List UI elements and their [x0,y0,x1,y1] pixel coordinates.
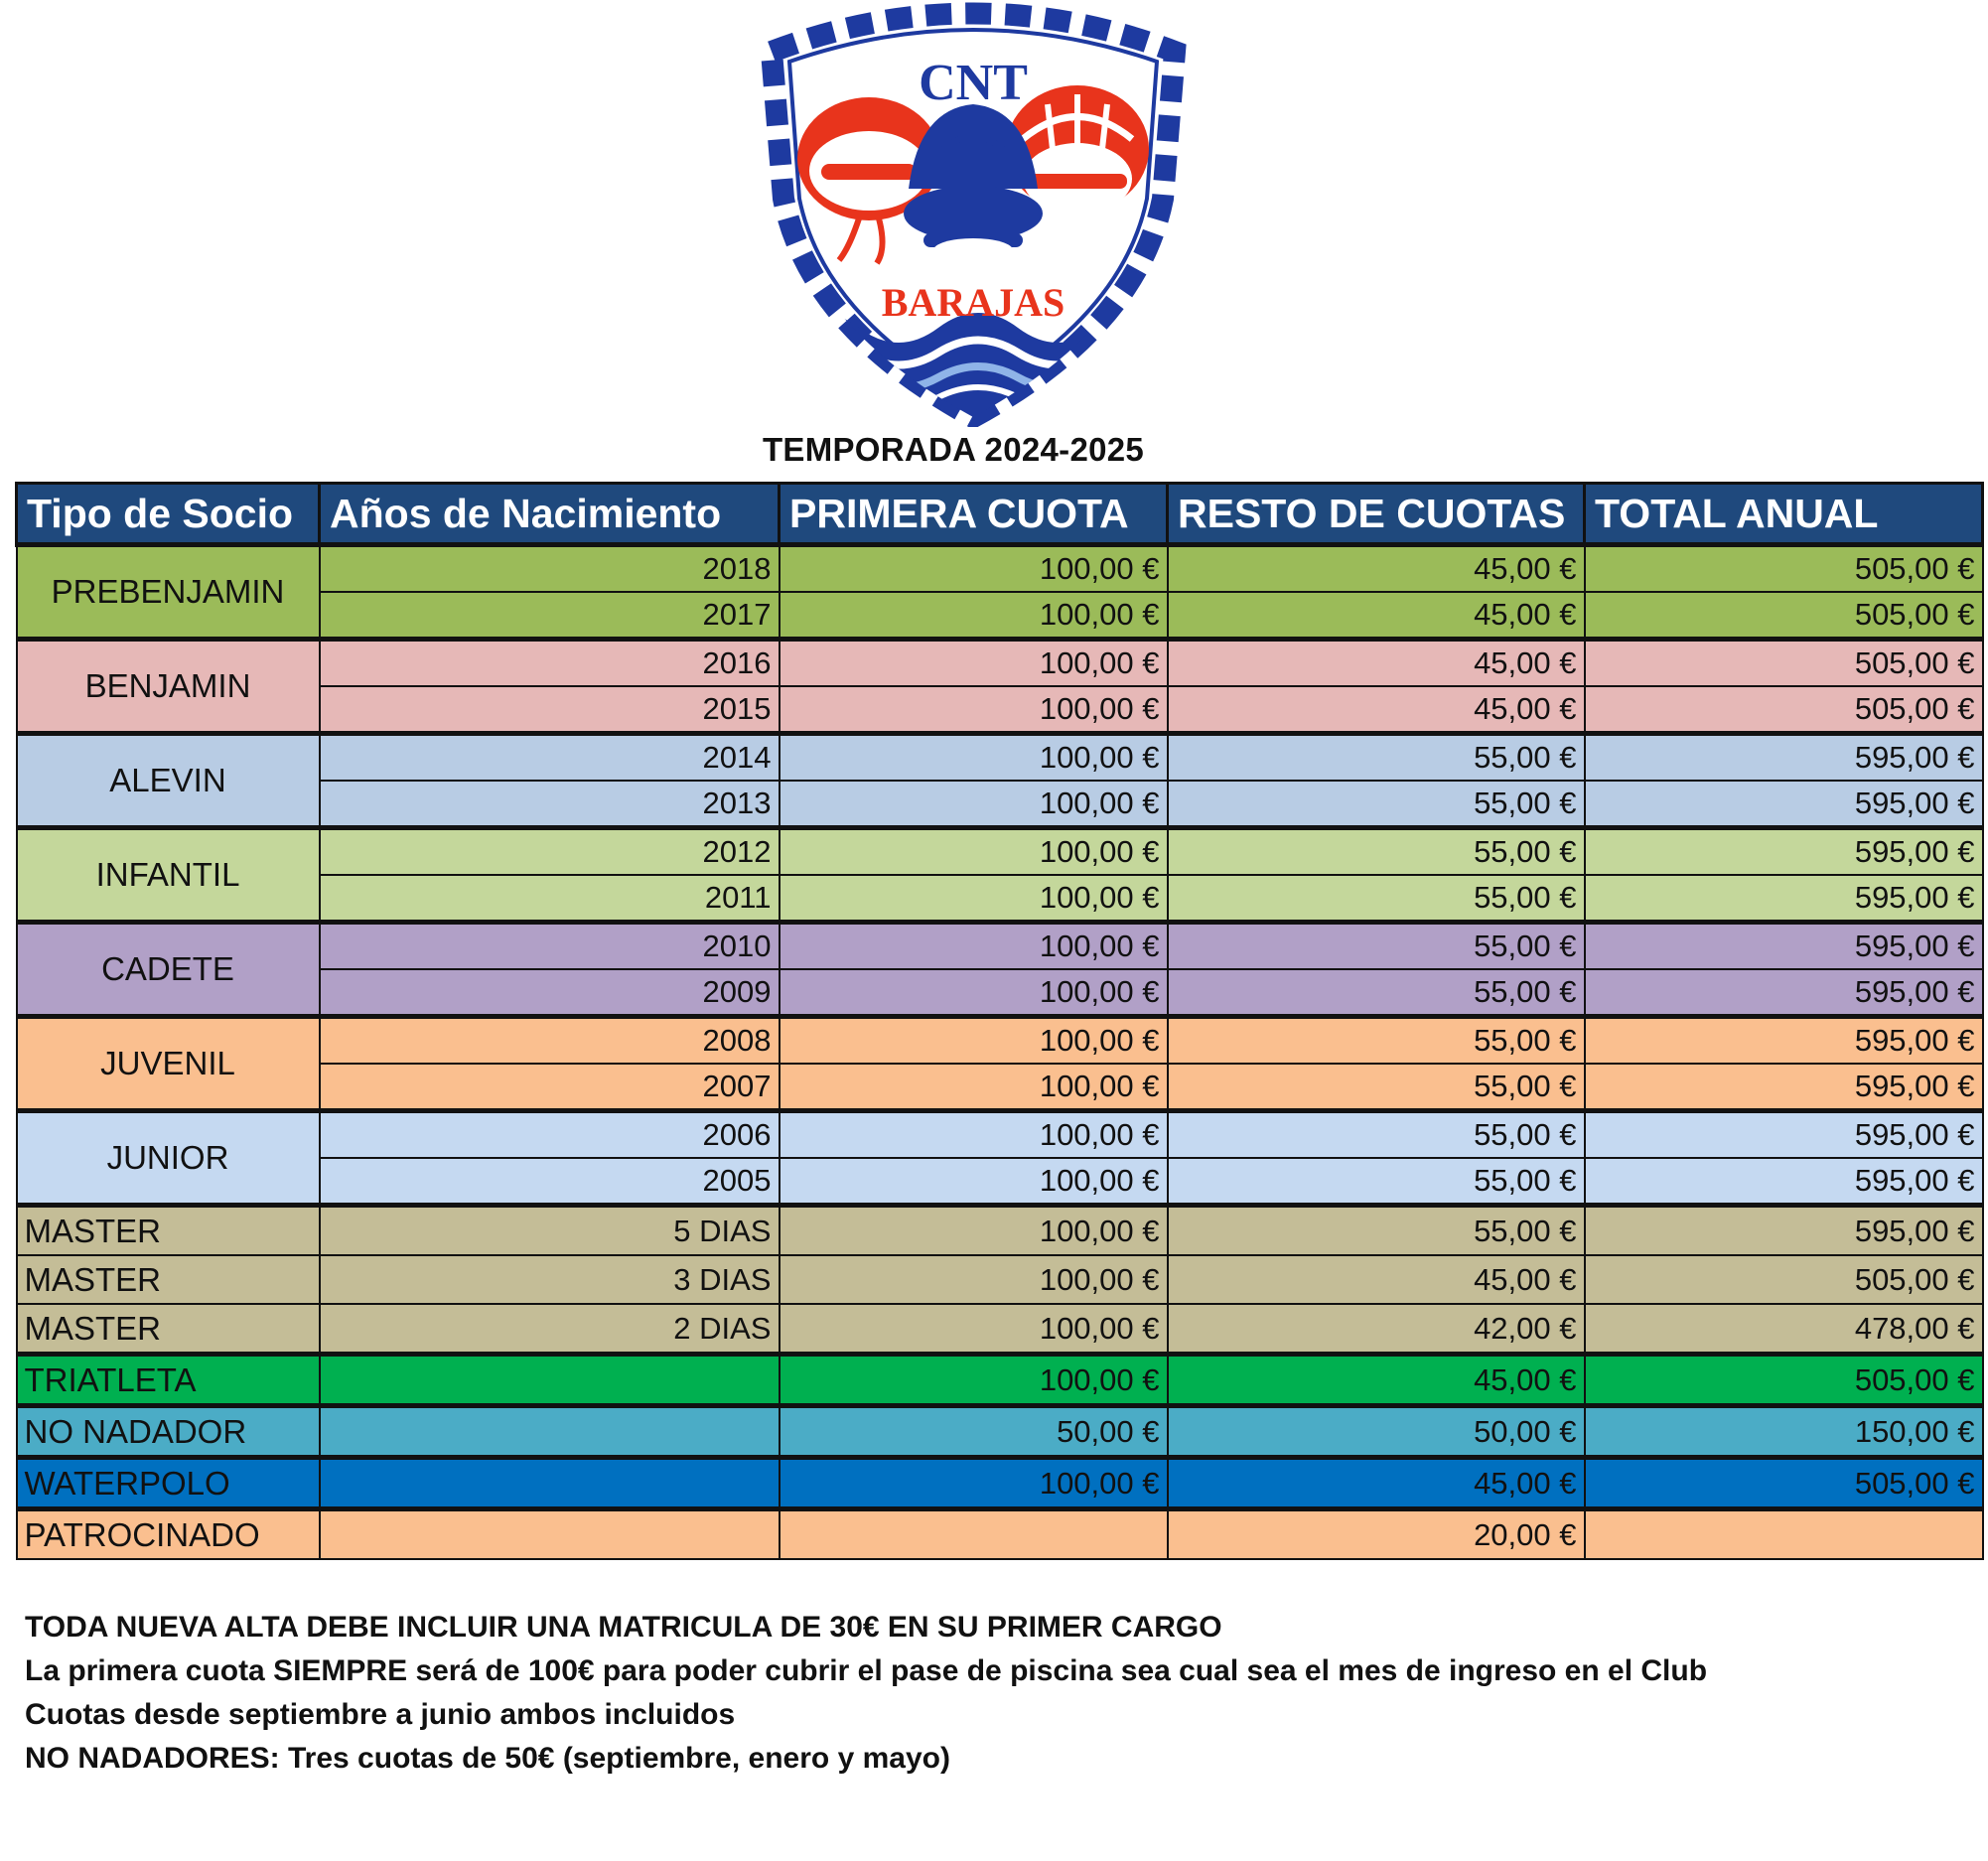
primera-cuota-cell: 100,00 € [780,1304,1168,1355]
birth-year-cell: 2008 [320,1017,780,1065]
resto-cuotas-cell: 55,00 € [1168,828,1585,876]
season-title: TEMPORADA 2024-2025 [762,431,1145,468]
header-anos-nacimiento: Años de Nacimiento [320,484,780,545]
table-row [17,923,1983,970]
birth-year-cell: 2013 [320,781,780,828]
birth-year-cell: 3 DIAS [320,1255,780,1304]
total-anual-cell: 595,00 € [1585,969,1983,1017]
resto-cuotas-cell: 55,00 € [1168,1158,1585,1206]
table-row [17,1304,1983,1355]
table-row [17,1017,1983,1065]
table-row [17,734,1983,782]
total-anual-cell: 505,00 € [1585,1355,1983,1406]
category-cell: INFANTIL [17,828,320,923]
birth-year-cell: 2007 [320,1064,780,1111]
resto-cuotas-cell: 55,00 € [1168,781,1585,828]
total-anual-cell: 595,00 € [1585,1017,1983,1065]
resto-cuotas-cell: 45,00 € [1168,592,1585,640]
primera-cuota-cell: 100,00 € [780,1017,1168,1065]
note-matricula: TODA NUEVA ALTA DEBE INCLUIR UNA MATRICULA DE 30€ EN SU PRIMER CARGO [25,1611,1222,1644]
total-anual-cell: 595,00 € [1585,1111,1983,1159]
primera-cuota-cell: 100,00 € [780,734,1168,782]
header-tipo-socio: Tipo de Socio [17,484,320,545]
birth-year-cell: 2017 [320,592,780,640]
table-row [17,1355,1983,1406]
primera-cuota-cell: 50,00 € [780,1406,1168,1458]
resto-cuotas-cell: 55,00 € [1168,969,1585,1017]
birth-year-cell: 2009 [320,969,780,1017]
table-row [17,1111,1983,1159]
resto-cuotas-cell: 55,00 € [1168,1064,1585,1111]
birth-year-cell: 2014 [320,734,780,782]
total-anual-cell [1585,1509,1983,1560]
birth-year-cell: 2 DIAS [320,1304,780,1355]
primera-cuota-cell: 100,00 € [780,923,1168,970]
primera-cuota-cell: 100,00 € [780,1458,1168,1509]
primera-cuota-cell: 100,00 € [780,640,1168,687]
primera-cuota-cell: 100,00 € [780,1206,1168,1256]
birth-year-cell: 2016 [320,640,780,687]
total-anual-cell: 505,00 € [1585,592,1983,640]
note-primera-cuota: La primera cuota SIEMPRE será de 100€ para poder cubrir el pase de piscina sea cual sea el mes de ingreso en el Club [25,1654,1708,1687]
total-anual-cell: 478,00 € [1585,1304,1983,1355]
table-row [17,1509,1983,1560]
primera-cuota-cell [780,1509,1168,1560]
primera-cuota-cell: 100,00 € [780,545,1168,593]
logo-text-bottom: BARAJAS [881,280,1065,325]
birth-year-cell: 2011 [320,875,780,923]
category-cell: BENJAMIN [17,640,320,734]
total-anual-cell: 595,00 € [1585,1158,1983,1206]
birth-year-cell [320,1458,780,1509]
category-cell: MASTER [17,1255,320,1304]
table-row [17,1206,1983,1256]
total-anual-cell: 150,00 € [1585,1406,1983,1458]
resto-cuotas-cell: 55,00 € [1168,923,1585,970]
resto-cuotas-cell: 42,00 € [1168,1304,1585,1355]
resto-cuotas-cell: 55,00 € [1168,875,1585,923]
resto-cuotas-cell: 55,00 € [1168,1017,1585,1065]
total-anual-cell: 595,00 € [1585,875,1983,923]
table-row [17,1406,1983,1458]
resto-cuotas-cell: 45,00 € [1168,545,1585,593]
total-anual-cell: 595,00 € [1585,781,1983,828]
primera-cuota-cell: 100,00 € [780,592,1168,640]
total-anual-cell: 505,00 € [1585,1255,1983,1304]
primera-cuota-cell: 100,00 € [780,1064,1168,1111]
birth-year-cell: 2005 [320,1158,780,1206]
primera-cuota-cell: 100,00 € [780,1255,1168,1304]
primera-cuota-cell: 100,00 € [780,969,1168,1017]
table-row [17,640,1983,687]
category-cell: MASTER [17,1304,320,1355]
resto-cuotas-cell: 55,00 € [1168,1111,1585,1159]
category-cell: PATROCINADO [17,1509,320,1560]
total-anual-cell: 595,00 € [1585,734,1983,782]
category-cell: NO NADADOR [17,1406,320,1458]
table-row [17,545,1983,593]
category-cell: ALEVIN [17,734,320,828]
club-logo [760,0,1187,427]
birth-year-cell: 2012 [320,828,780,876]
birth-year-cell: 2018 [320,545,780,593]
fees-table [15,482,1984,1560]
resto-cuotas-cell: 55,00 € [1168,1206,1585,1256]
category-cell: MASTER [17,1206,320,1256]
table-header-row [17,484,1983,545]
birth-year-cell: 5 DIAS [320,1206,780,1256]
resto-cuotas-cell: 55,00 € [1168,734,1585,782]
primera-cuota-cell: 100,00 € [780,828,1168,876]
resto-cuotas-cell: 45,00 € [1168,1458,1585,1509]
header-primera-cuota: PRIMERA CUOTA [780,484,1168,545]
category-cell: JUVENIL [17,1017,320,1111]
primera-cuota-cell: 100,00 € [780,1158,1168,1206]
birth-year-cell: 2010 [320,923,780,970]
resto-cuotas-cell: 45,00 € [1168,1255,1585,1304]
resto-cuotas-cell: 50,00 € [1168,1406,1585,1458]
header-total-anual: TOTAL ANUAL [1585,484,1983,545]
total-anual-cell: 595,00 € [1585,1064,1983,1111]
resto-cuotas-cell: 45,00 € [1168,686,1585,734]
logo-text-top: CNT [919,55,1028,111]
notes [25,1606,1707,1781]
category-cell: JUNIOR [17,1111,320,1206]
total-anual-cell: 505,00 € [1585,686,1983,734]
table-row [17,1255,1983,1304]
note-no-nadadores: NO NADADORES: Tres cuotas de 50€ (septiembre, enero y mayo) [25,1742,950,1775]
resto-cuotas-cell: 45,00 € [1168,1355,1585,1406]
birth-year-cell: 2015 [320,686,780,734]
category-cell: TRIATLETA [17,1355,320,1406]
table-row [17,1458,1983,1509]
birth-year-cell: 2006 [320,1111,780,1159]
category-cell: WATERPOLO [17,1458,320,1509]
total-anual-cell: 595,00 € [1585,923,1983,970]
birth-year-cell [320,1509,780,1560]
total-anual-cell: 595,00 € [1585,1206,1983,1256]
fees-body [17,545,1983,1560]
birth-year-cell [320,1355,780,1406]
table-row [17,828,1983,876]
primera-cuota-cell: 100,00 € [780,1111,1168,1159]
primera-cuota-cell: 100,00 € [780,1355,1168,1406]
primera-cuota-cell: 100,00 € [780,686,1168,734]
resto-cuotas-cell: 45,00 € [1168,640,1585,687]
total-anual-cell: 505,00 € [1585,1458,1983,1509]
header-resto-cuotas: RESTO DE CUOTAS [1168,484,1585,545]
total-anual-cell: 505,00 € [1585,640,1983,687]
total-anual-cell: 505,00 € [1585,545,1983,593]
resto-cuotas-cell: 20,00 € [1168,1509,1585,1560]
category-cell: CADETE [17,923,320,1017]
primera-cuota-cell: 100,00 € [780,875,1168,923]
primera-cuota-cell: 100,00 € [780,781,1168,828]
birth-year-cell [320,1406,780,1458]
note-periodo: Cuotas desde septiembre a junio ambos incluidos [25,1698,736,1731]
total-anual-cell: 595,00 € [1585,828,1983,876]
category-cell: PREBENJAMIN [17,545,320,640]
